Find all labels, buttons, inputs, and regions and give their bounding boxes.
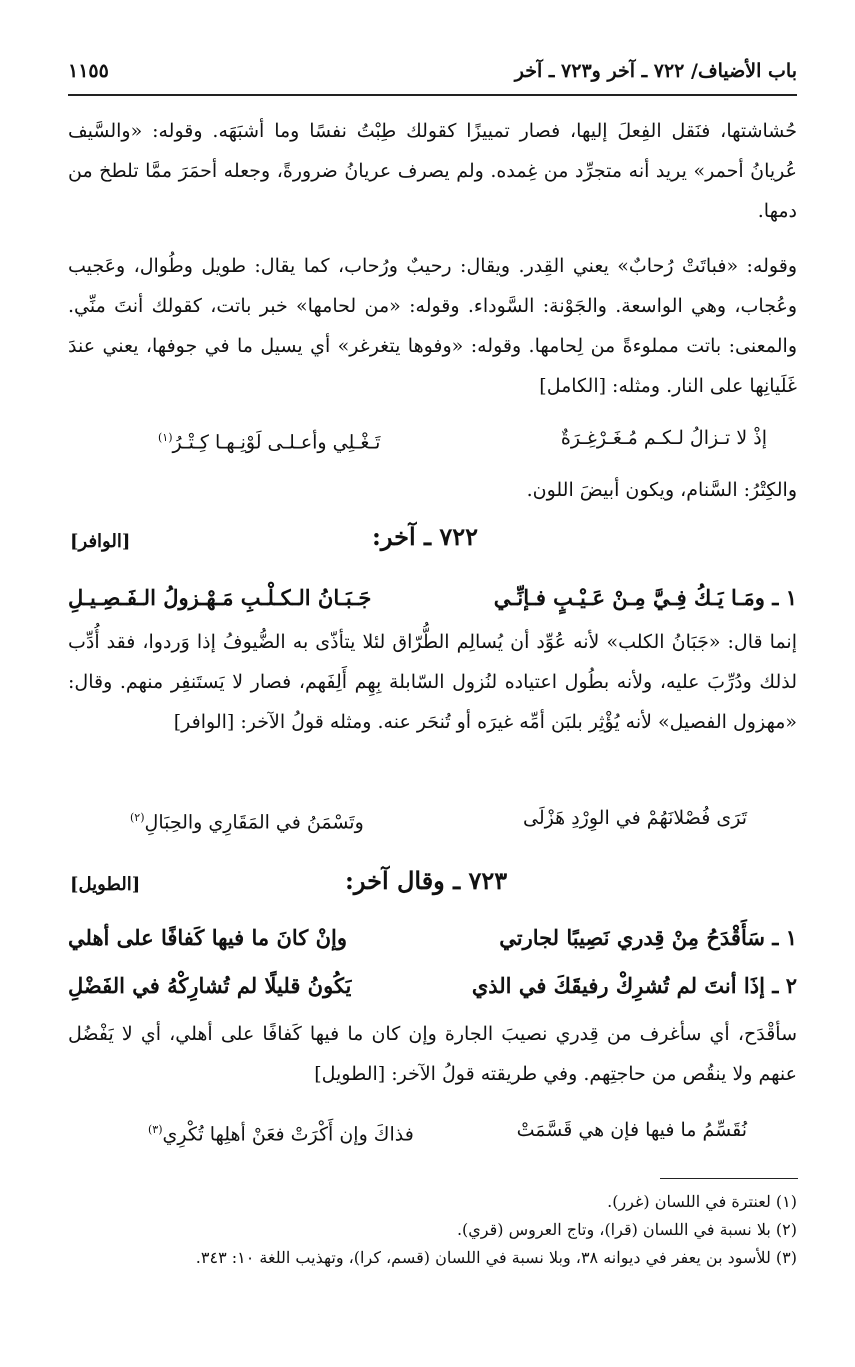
footnote: (٢) بلا نسبة في اللسان (قرا)، وتاج العروس (قري). [456, 1220, 797, 1239]
running-header [68, 56, 797, 96]
verse-first-hemistich: ١ ـ ومَـا يَـكُ فِـيَّ مِـنْ عَـيْـبٍ فـإنِّـي [493, 585, 797, 610]
paragraph-1: حُشاشتها، فنَقل الفِعلَ إليها، فصار تمييزًا كقولك طِبْتُ نفسًا وما أشبَهَه. وقوله: «والسَّيف عُريانُ أحمر» يريد أنه متجرِّد من غِمده. ولم يصرف عريانُ ضرورةً، وجعله أحمَرَ ممَّا تلطخ من دمها. [68, 120, 797, 222]
verse-line [68, 918, 797, 958]
verse-second-hemistich [148, 1110, 414, 1154]
paragraph-4: سأقْدَح، أي سأغرف من قِدري نصيبَ الجارة وإن كان ما فيها كَفافًا على أهلي، أي لا يَفْضُل عنهم ولا ينقُص من حاجتِهم. وفي طريقته قولُ الآخر: [الطويل] [68, 1023, 797, 1085]
verse-first-hemistich: إذْ لا تـزالُ لـكـم مُـغَـرْغِـرَةٌ [560, 427, 767, 449]
verse-first-hemistich: نُقَسِّمُ ما فيها فإن هي قَسَّمَتْ [516, 1119, 747, 1141]
footnote-separator [660, 1178, 798, 1179]
verse-line [68, 1110, 797, 1150]
section-heading-723: ٧٢٣ ـ وقال آخر: [345, 866, 508, 895]
verse-second-hemistich: يَكُونُ قليلًا لم تُشارِكْهُ في الفَضْلِ [68, 973, 352, 998]
gloss-text: والكِتْرُ: السَّنام، ويكون أبيضَ اللون. [526, 479, 797, 501]
meter-label: [الوافر] [70, 531, 131, 552]
verse-second-hemistich [158, 418, 380, 462]
paragraph-2: وقوله: «فباتَتْ رُحابٌ» يعني القِدر. ويقال: رحيبٌ ورُحاب، كما يقال: طويل وطُوال، وعَجيب وعُجاب، وهي الواسعة. والجَوْنة: السَّوداء. وقوله: «من لحامها» خبر باتت، كقولك أنتَ منِّي. والمعنى: باتت مملوءةً من لِحامها. وقوله: «وفوها يتغرغر» أي يسيل ما في جوفها، يعني عندَ غَلَيانِها على النار. ومثله: [الكامل] [68, 255, 797, 397]
verse-text: فذاكَ وإن أَكْرَتْ فعَنْ أهلِها تُكْرِي [162, 1123, 414, 1146]
verse-line [68, 578, 797, 618]
meter-label: [الطويل] [70, 874, 141, 895]
verse-first-hemistich: ١ ـ سَأَقْدَحُ مِنْ قِدري نَصِيبًا لجارتي [499, 925, 797, 950]
verse-second-hemistich: جَـبَـانُ الـكـلْـبِ مَـهْـزولُ الـفَـصِـيـلِ [68, 585, 372, 610]
verse-gloss [68, 470, 797, 510]
verse-line [68, 798, 797, 838]
verse-second-hemistich [130, 798, 364, 842]
footnote: (١) لعنترة في اللسان (غرر). [607, 1192, 797, 1211]
verse-first-hemistich: ٢ ـ إذَا أنتَ لم تُشرِكْ رفيقَكَ في الذي [471, 973, 797, 998]
verse-line [68, 418, 797, 458]
footnote: (٣) للأسود بن يعفر في ديوانه ٣٨، وبلا نسبة في اللسان (قسم، كرا)، وتهذيب اللغة ١٠: ٣٤٣. [195, 1248, 797, 1267]
verse-first-hemistich: تَرَى فُصْلانَهُمْ في الوِرْدِ هَزْلَى [523, 807, 747, 829]
verse-line [68, 966, 797, 1006]
verse-text: وتَسْمَنُ في المَقَارِي والحِبَالِ [144, 811, 364, 834]
page-number: ١١٥٥ [68, 60, 109, 82]
section-heading-722: ٧٢٢ ـ آخر: [372, 522, 479, 551]
chapter-title: باب الأضياف/ ٧٢٢ ـ آخر و٧٢٣ ـ آخر [514, 60, 797, 82]
footnote-marker[interactable]: (٢) [130, 811, 145, 824]
verse-second-hemistich: وإنْ كانَ ما فيها كَفافًا على أهلي [68, 925, 347, 950]
verse-text: تَـغْـلِي وأعـلـى لَوْنِـهـا كِـتْـرُ [172, 431, 381, 454]
paragraph-3: إنما قال: «جَبَانُ الكلب» لأنه عُوِّد أن يُسالِم الطُّرّاق لئلا يتأذّى به الضُّيوفُ إذا وَردوا، فقد أُدِّب لذلك ودُرِّبَ عليه، ولأنه بطُول اعتياده لنُزول السّابلة بِهِم أَلِفَهم، فصار لا يَستَنفِر منهم. وقال: «مهزول الفصيل» لأنه يُؤْثِر بلبَن أمِّه غيرَه أو تُنحَر عنه. ومثله قولُ الآخر: [الوافر] [68, 631, 797, 733]
footnote-marker[interactable]: (٣) [148, 1123, 163, 1136]
footnote-marker[interactable]: (١) [158, 431, 173, 444]
